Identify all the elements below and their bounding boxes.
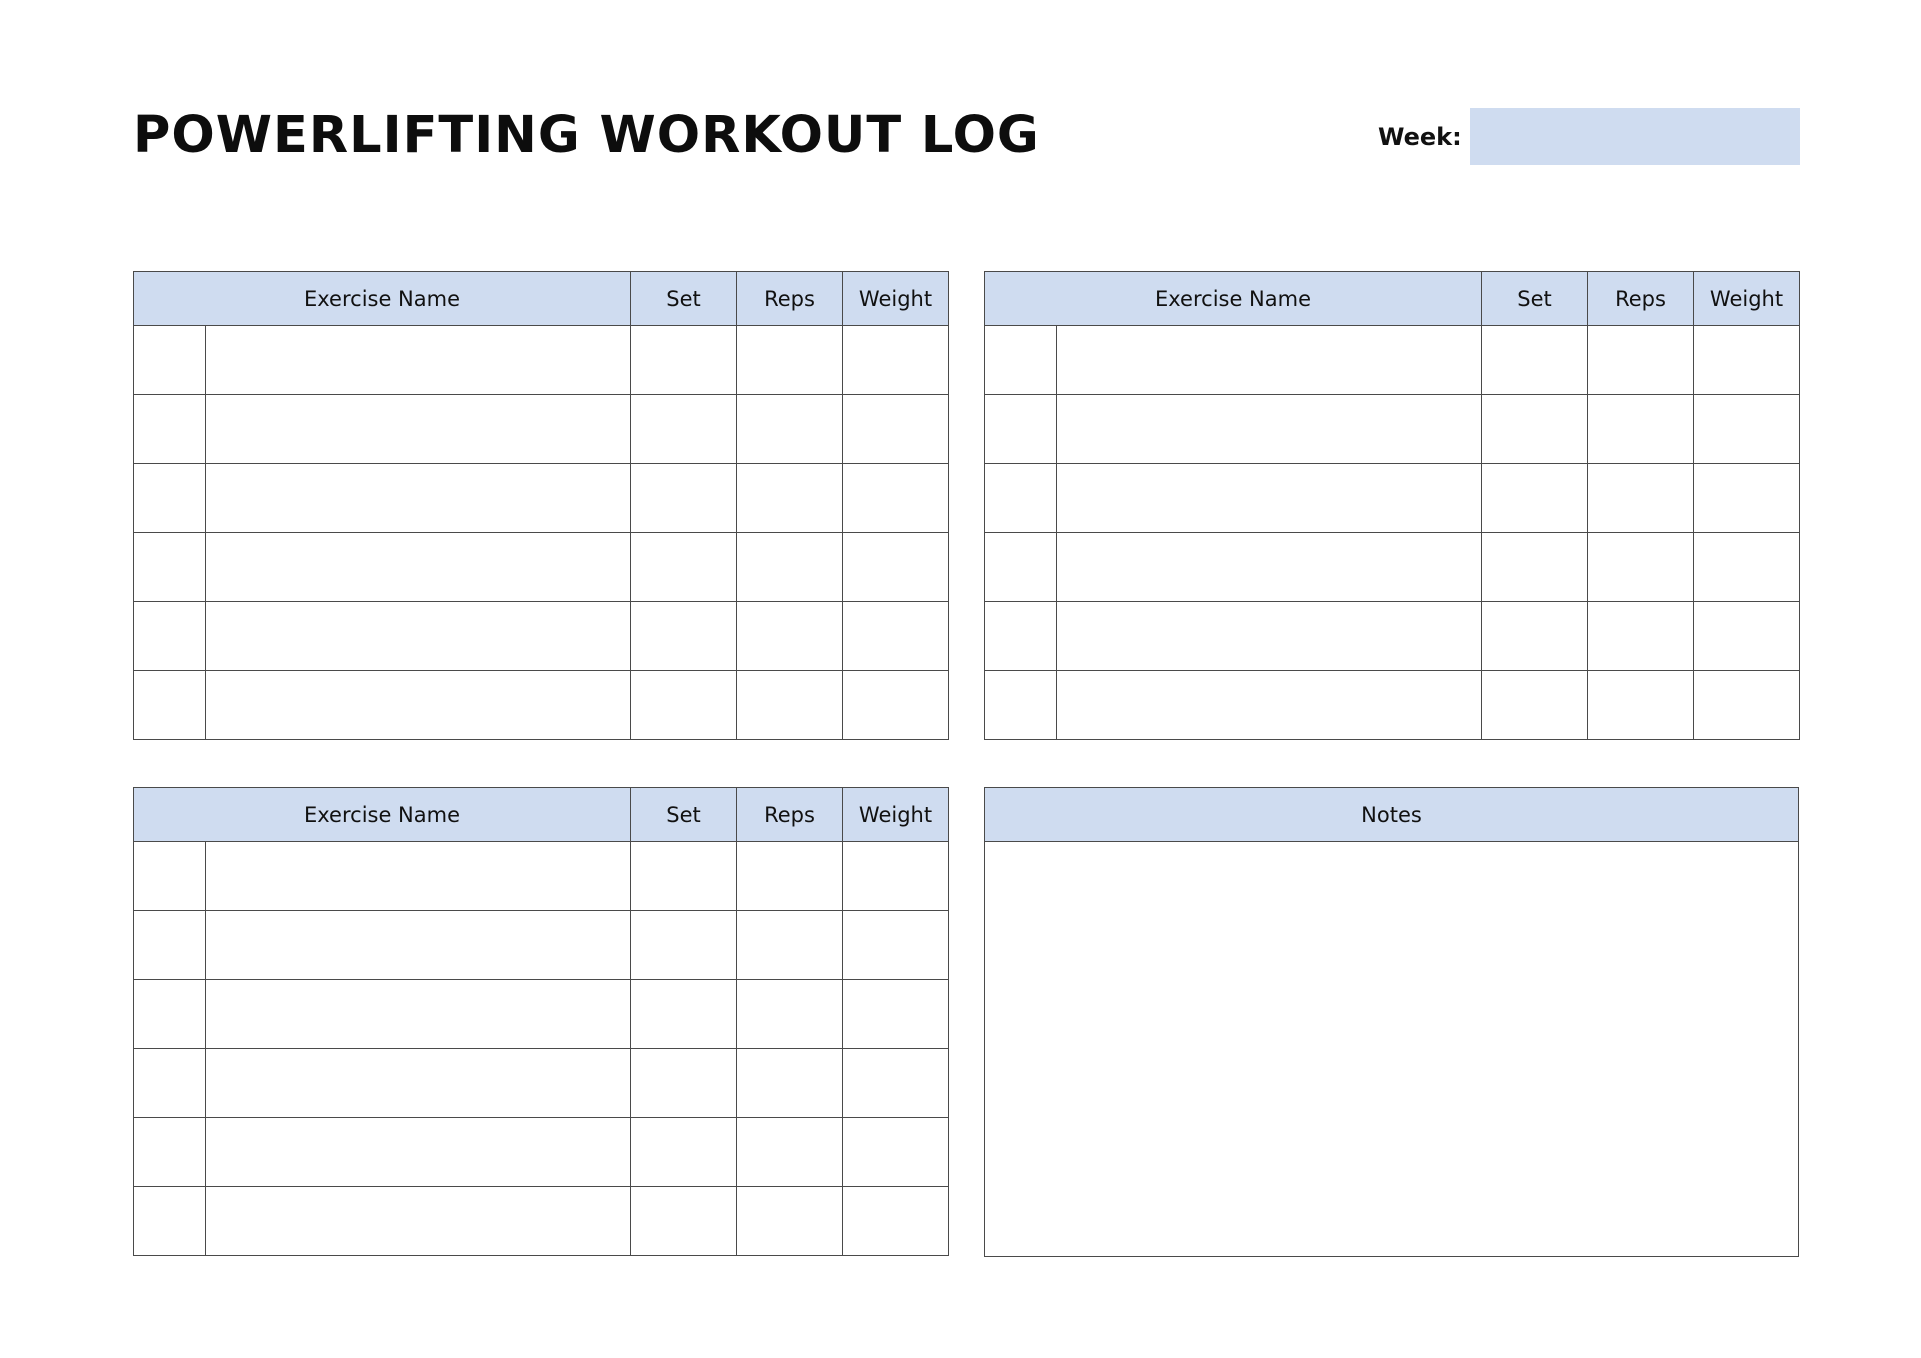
- set-cell[interactable]: [631, 671, 737, 740]
- exercise-name-header: Exercise Name: [134, 272, 631, 326]
- set-cell[interactable]: [1482, 671, 1588, 740]
- row-number-cell[interactable]: [985, 602, 1057, 671]
- reps-cell[interactable]: [1588, 671, 1694, 740]
- exercise-name-cell[interactable]: [206, 1049, 631, 1118]
- reps-cell[interactable]: [737, 602, 843, 671]
- set-cell[interactable]: [631, 326, 737, 395]
- row-number-cell[interactable]: [985, 326, 1057, 395]
- set-cell[interactable]: [631, 911, 737, 980]
- weight-cell[interactable]: [843, 671, 949, 740]
- reps-cell[interactable]: [737, 395, 843, 464]
- table-row: [985, 464, 1800, 533]
- reps-cell[interactable]: [737, 671, 843, 740]
- set-header: Set: [631, 788, 737, 842]
- table-header-row: [985, 272, 1800, 326]
- exercise-name-cell[interactable]: [1057, 533, 1482, 602]
- set-cell[interactable]: [631, 842, 737, 911]
- reps-cell[interactable]: [737, 1049, 843, 1118]
- row-number-cell[interactable]: [985, 395, 1057, 464]
- exercise-name-header: Exercise Name: [134, 788, 631, 842]
- notes-box: [984, 787, 1799, 1257]
- row-number-cell[interactable]: [134, 911, 206, 980]
- weight-cell[interactable]: [1694, 395, 1800, 464]
- table-header-row: [134, 272, 949, 326]
- exercise-name-cell[interactable]: [206, 980, 631, 1049]
- weight-cell[interactable]: [1694, 602, 1800, 671]
- exercise-table-1: [133, 271, 949, 740]
- set-cell[interactable]: [631, 1049, 737, 1118]
- weight-cell[interactable]: [1694, 464, 1800, 533]
- reps-cell[interactable]: [737, 326, 843, 395]
- weight-cell[interactable]: [843, 602, 949, 671]
- reps-cell[interactable]: [737, 842, 843, 911]
- set-cell[interactable]: [631, 980, 737, 1049]
- row-number-cell[interactable]: [985, 464, 1057, 533]
- weight-cell[interactable]: [843, 326, 949, 395]
- set-cell[interactable]: [631, 533, 737, 602]
- table-row: [134, 326, 949, 395]
- weight-header: Weight: [1694, 272, 1800, 326]
- table-row: [134, 464, 949, 533]
- table-row: [134, 602, 949, 671]
- row-number-cell[interactable]: [134, 395, 206, 464]
- row-number-cell[interactable]: [134, 1118, 206, 1187]
- table-row: [985, 326, 1800, 395]
- set-cell[interactable]: [631, 1118, 737, 1187]
- table-row: [134, 671, 949, 740]
- table-row: [985, 602, 1800, 671]
- exercise-name-cell[interactable]: [206, 1118, 631, 1187]
- table-row: [985, 395, 1800, 464]
- reps-cell[interactable]: [737, 911, 843, 980]
- row-number-cell[interactable]: [134, 980, 206, 1049]
- set-cell[interactable]: [1482, 464, 1588, 533]
- set-cell[interactable]: [631, 464, 737, 533]
- exercise-name-cell[interactable]: [1057, 671, 1482, 740]
- row-number-cell[interactable]: [985, 671, 1057, 740]
- week-field[interactable]: [1470, 108, 1800, 165]
- weight-cell[interactable]: [843, 1187, 949, 1256]
- reps-header: Reps: [737, 272, 843, 326]
- set-cell[interactable]: [631, 395, 737, 464]
- reps-cell[interactable]: [1588, 464, 1694, 533]
- exercise-name-cell[interactable]: [206, 671, 631, 740]
- row-number-cell[interactable]: [134, 533, 206, 602]
- exercise-table-2: [984, 271, 1800, 740]
- table-row: [134, 980, 949, 1049]
- set-cell[interactable]: [631, 602, 737, 671]
- weight-cell[interactable]: [843, 911, 949, 980]
- table-row: [134, 1118, 949, 1187]
- weight-cell[interactable]: [843, 842, 949, 911]
- set-header: Set: [1482, 272, 1588, 326]
- weight-header: Weight: [843, 788, 949, 842]
- row-number-cell[interactable]: [134, 1049, 206, 1118]
- exercise-table-3: [133, 787, 949, 1256]
- set-header: Set: [631, 272, 737, 326]
- set-cell[interactable]: [1482, 533, 1588, 602]
- weight-cell[interactable]: [1694, 326, 1800, 395]
- reps-cell[interactable]: [737, 1187, 843, 1256]
- exercise-name-cell[interactable]: [1057, 326, 1482, 395]
- set-cell[interactable]: [1482, 395, 1588, 464]
- weight-header: Weight: [843, 272, 949, 326]
- exercise-name-header: Exercise Name: [985, 272, 1482, 326]
- table-row: [985, 671, 1800, 740]
- exercise-name-cell[interactable]: [206, 602, 631, 671]
- reps-header: Reps: [737, 788, 843, 842]
- reps-header: Reps: [1588, 272, 1694, 326]
- exercise-name-cell[interactable]: [206, 533, 631, 602]
- exercise-name-cell[interactable]: [206, 326, 631, 395]
- page-title: POWERLIFTING WORKOUT LOG: [133, 106, 1040, 165]
- table-row: [134, 842, 949, 911]
- table-row: [134, 911, 949, 980]
- reps-cell[interactable]: [1588, 395, 1694, 464]
- weight-cell[interactable]: [1694, 533, 1800, 602]
- exercise-name-cell[interactable]: [1057, 602, 1482, 671]
- table-row: [985, 533, 1800, 602]
- exercise-name-cell[interactable]: [206, 395, 631, 464]
- row-number-cell[interactable]: [134, 1187, 206, 1256]
- reps-cell[interactable]: [737, 1118, 843, 1187]
- set-cell[interactable]: [1482, 326, 1588, 395]
- row-number-cell[interactable]: [134, 464, 206, 533]
- exercise-name-cell[interactable]: [206, 842, 631, 911]
- reps-cell[interactable]: [737, 533, 843, 602]
- reps-cell[interactable]: [1588, 326, 1694, 395]
- row-number-cell[interactable]: [134, 671, 206, 740]
- table-header-row: [134, 788, 949, 842]
- weight-cell[interactable]: [843, 464, 949, 533]
- row-number-cell[interactable]: [134, 602, 206, 671]
- table-row: [134, 395, 949, 464]
- weight-cell[interactable]: [843, 395, 949, 464]
- weight-cell[interactable]: [1694, 671, 1800, 740]
- table-row: [134, 1049, 949, 1118]
- exercise-name-cell[interactable]: [1057, 464, 1482, 533]
- row-number-cell[interactable]: [985, 533, 1057, 602]
- set-cell[interactable]: [631, 1187, 737, 1256]
- table-row: [134, 1187, 949, 1256]
- weight-cell[interactable]: [843, 1049, 949, 1118]
- exercise-name-cell[interactable]: [206, 911, 631, 980]
- reps-cell[interactable]: [1588, 602, 1694, 671]
- row-number-cell[interactable]: [134, 842, 206, 911]
- notes-header: Notes: [985, 788, 1798, 842]
- exercise-name-cell[interactable]: [206, 1187, 631, 1256]
- set-cell[interactable]: [1482, 602, 1588, 671]
- reps-cell[interactable]: [1588, 533, 1694, 602]
- row-number-cell[interactable]: [134, 326, 206, 395]
- table-row: [134, 533, 949, 602]
- weight-cell[interactable]: [843, 533, 949, 602]
- week-label: Week:: [1378, 123, 1462, 151]
- notes-field[interactable]: [985, 842, 1798, 1256]
- weight-cell[interactable]: [843, 980, 949, 1049]
- reps-cell[interactable]: [737, 980, 843, 1049]
- exercise-name-cell[interactable]: [206, 464, 631, 533]
- weight-cell[interactable]: [843, 1118, 949, 1187]
- exercise-name-cell[interactable]: [1057, 395, 1482, 464]
- reps-cell[interactable]: [737, 464, 843, 533]
